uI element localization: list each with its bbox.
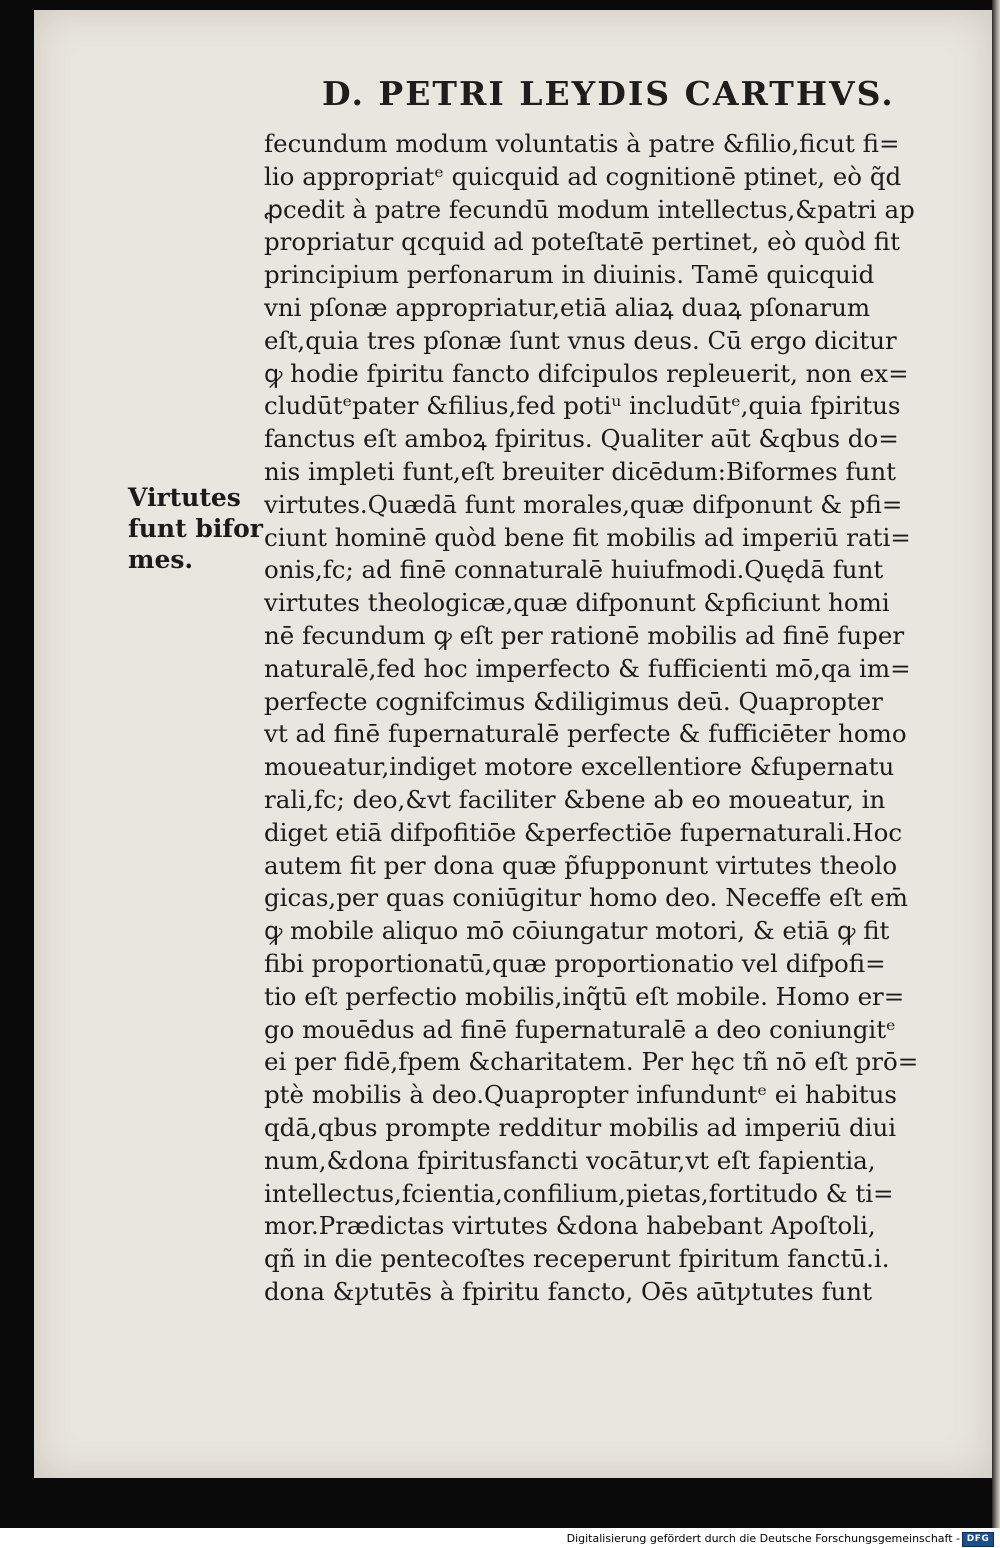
text-line: virtutes.Quædā funt morales,quæ difponunt & pfi= (264, 489, 903, 519)
text-line: naturalē,fed hoc imperfecto & fufficienti mō,qa im= (264, 653, 911, 683)
text-line: principium perfonarum in diuinis. Tamē quicquid (264, 260, 875, 290)
text-line: ei per fidē,fpem &charitatem. Per hęc tñ nō eſt prō= (264, 1047, 919, 1077)
text-line: intellectus,fcientia,confilium,pietas,fortitudo & ti= (264, 1178, 894, 1208)
text-line: ptè mobilis à deo.Quapropter infunduntᵉ ei habitus (264, 1080, 898, 1110)
text-line: num,&dona fpiritusfancti vocātur,vt eſt fapientia, (264, 1145, 876, 1175)
text-line: ciunt hominē quòd bene fit mobilis ad imperiū rati= (264, 522, 911, 552)
text-line: dona &ꝩtutēs à fpiritu fancto, Oēs aūtꝩtutes funt (264, 1276, 872, 1306)
text-line: virtutes theologicæ,quæ difponunt &pficiunt homi (264, 588, 890, 618)
text-line: qñ in die pentecoſtes receperunt fpiritum fanctū.i. (264, 1244, 890, 1274)
digitization-credit: Digitalisierung gefördert durch die Deutsche Forschungsgemeinschaft - (566, 1532, 960, 1545)
text-line: lio appropriatᵉ quicquid ad cognitionē ptinet, eò q̃d (264, 161, 902, 191)
text-line: moueatur,indiget motore excellentiore &fupernatu (264, 752, 895, 782)
text-line: ꝙ hodie fpiritu fancto difcipulos repleuerit, non ex= (264, 358, 909, 388)
text-line: tio eſt perfectio mobilis,inq̃tū eſt mobile. Homo er= (264, 981, 905, 1011)
text-line: mor.Prædictas virtutes &dona habebant Apoſtoli, (264, 1211, 876, 1241)
marginal-note-line: funt bifor (128, 514, 263, 543)
text-line: fibi proportionatū,quæ proportionatio vel difpofi= (264, 948, 886, 978)
text-line: qdā,qbus prompte redditur mobilis ad imperiū diui (264, 1112, 897, 1142)
body-text (264, 128, 964, 1309)
text-line: propriatur qcquid ad poteſtatē pertinet, eò quòd fit (264, 227, 900, 257)
text-line: rali,fc; deo,&vt faciliter &bene ab eo moueatur, in (264, 784, 886, 814)
text-line: nis impleti funt,eſt breuiter dicēdum:Biformes funt (264, 456, 896, 486)
text-line: vni pſonæ appropriatur,etiā aliaꝝ duaꝝ pſonarum (264, 292, 871, 322)
text-line: nē fecundum ꝙ eſt per rationē mobilis ad finē fuper (264, 620, 905, 650)
marginal-note-line: Virtutes (128, 483, 241, 512)
dfg-logo: DFG (962, 1532, 994, 1547)
text-line: autem fit per dona quæ p̃fupponunt virtutes theolo (264, 850, 898, 880)
text-line: diget etiā difpofitiōe &perfectiōe fupernaturali.Hoc (264, 817, 903, 847)
text-line: go mouēdus ad finē fupernaturalē a deo coniungitᵉ (264, 1014, 896, 1044)
text-line: fecundum modum voluntatis à patre &filio,ficut fi= (264, 129, 900, 158)
text-line: cludūtᵉpater &filius,fed potiᵘ includūtᵉ,quia fpiritus (264, 391, 901, 421)
text-line: perfecte cognifcimus &diligimus deū. Quapropter (264, 686, 883, 716)
text-line: gicas,per quas coniūgitur homo deo. Neceffe eſt em̄ (264, 883, 908, 913)
marginal-note (128, 482, 263, 575)
text-line: ꝓcedit à patre fecundū modum intellectus,&patri ap (264, 194, 915, 224)
book-spine-edge (992, 0, 1000, 1528)
running-head: D. PETRI LEYDIS CARTHVS. (322, 74, 895, 113)
text-line: onis,fc; ad finē connaturalē huiufmodi.Quędā funt (264, 555, 884, 585)
text-line: vt ad finē fupernaturalē perfecte & fufficiēter homo (264, 719, 907, 749)
marginal-note-line: mes. (128, 545, 194, 574)
text-line: eſt,quia tres pſonæ ſunt vnus deus. Cū ergo dicitur (264, 325, 897, 355)
text-line: fanctus eſt amboꝝ fpiritus. Qualiter aūt &qbus do= (264, 424, 899, 454)
text-line: ꝙ mobile aliquo mō cōiungatur motori, & etiā ꝙ fit (264, 916, 890, 946)
